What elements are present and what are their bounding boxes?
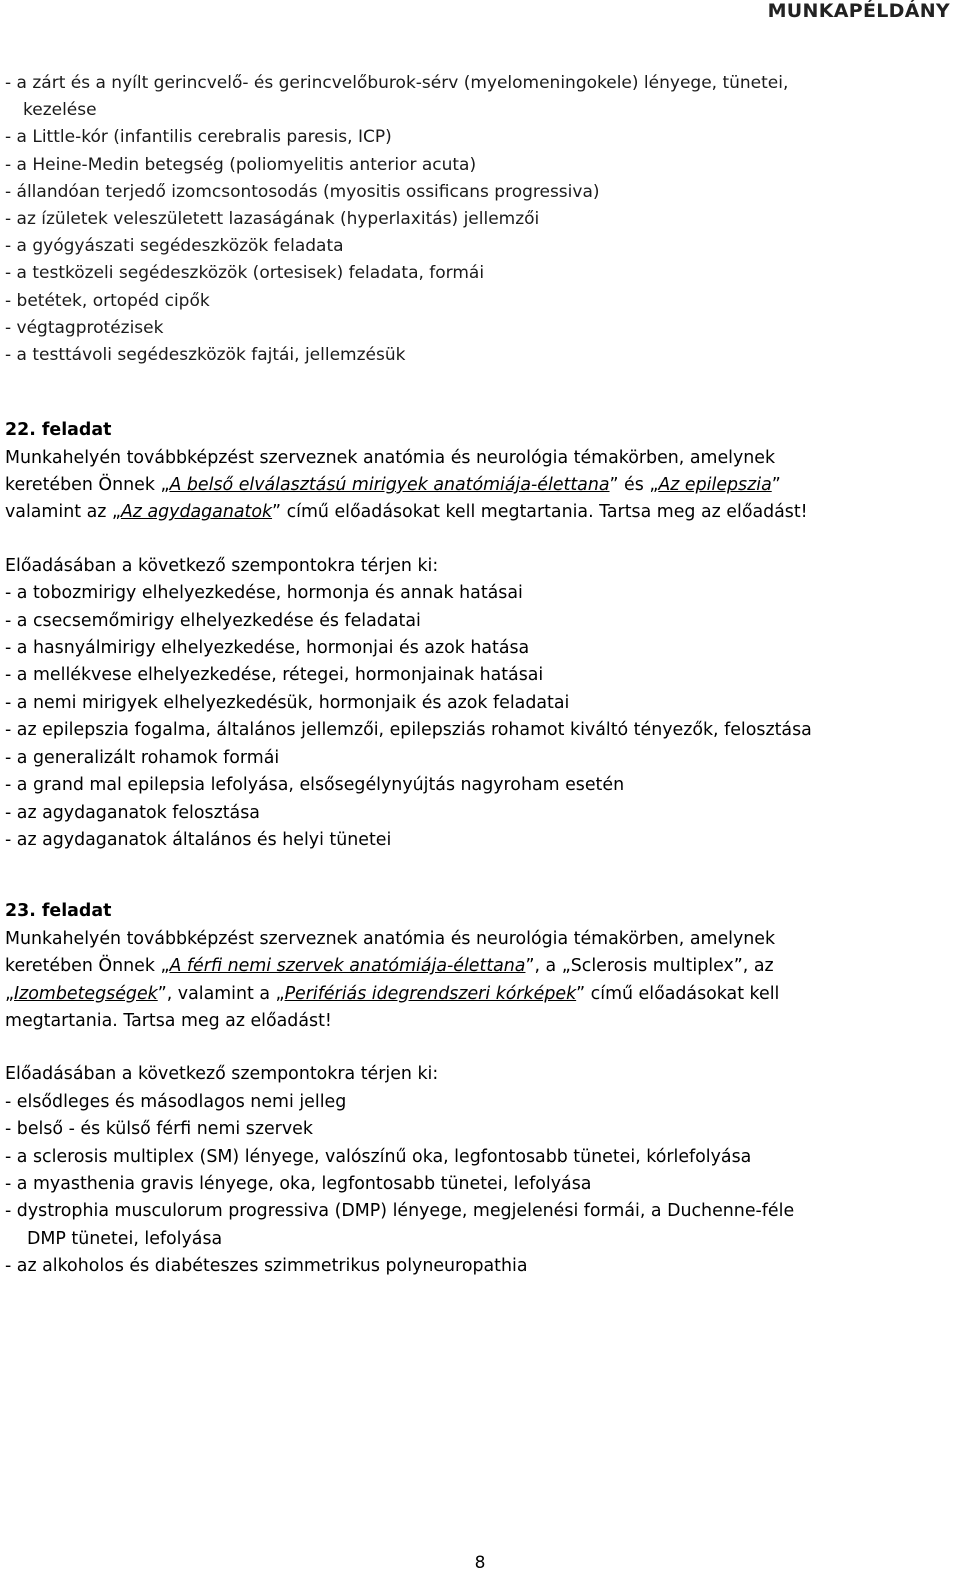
lecture-title: A belső elválasztású mirigyek anatómiája-élettana [169,475,610,496]
list-item: - a myasthenia gravis lényege, oka, legfontosabb tünetei, lefolyása [5,1173,592,1194]
list-item: - végtagprotézisek [5,317,164,338]
points-heading: Előadásában a következő szempontokra térjen ki: [5,555,439,576]
list-item-continuation: DMP tünetei, lefolyása [27,1228,223,1249]
list-item: - a gyógyászati segédeszközök feladata [5,236,344,257]
lecture-title: Az epilepszia [658,475,772,496]
document-body [5,70,955,1281]
intro-line [5,472,955,499]
list-item: - a nemi mirigyek elhelyezkedésük, hormonjaik és azok feladatai [5,692,570,713]
task-22-title: 22. feladat [5,420,112,441]
intro-text: ” és „ [609,475,659,496]
list-item-continuation: kezelése [23,100,97,121]
lecture-title: A férfi nemi szervek anatómiája-élettana [169,956,526,977]
task-22-points [5,580,955,854]
list-item: - a testtávoli segédeszközök fajtái, jellemzésük [5,345,406,366]
list-item: - az ízületek veleszületett lazaságának (hyperlaxitás) jellemzői [5,209,540,230]
lecture-title: Izombetegségek [14,983,158,1004]
points-heading: Előadásában a következő szempontokra térjen ki: [5,1064,439,1085]
lecture-title: Perifériás idegrendszeri kórképek [284,983,577,1004]
list-item: - a generalizált rohamok formái [5,747,280,768]
intro-text: ” [771,475,781,496]
intro-text: keretében Önnek „ [5,956,170,977]
list-item: - belső - és külső férfi nemi szervek [5,1119,313,1140]
task-23-intro [5,926,955,1036]
intro-text: keretében Önnek „ [5,475,170,496]
intro-line [5,981,955,1008]
list-item: - állandóan terjedő izomcsontosodás (myositis ossificans progressiva) [5,181,600,202]
topic-list-previous-task [5,70,955,369]
list-item: - betétek, ortopéd cipők [5,290,210,311]
list-item: - a grand mal epilepsia lefolyása, elsősegélynyújtás nagyroham esetén [5,775,625,796]
list-item: - elsődleges és másodlagos nemi jelleg [5,1091,347,1112]
list-item: - a hasnyálmirigy elhelyezkedése, hormonjai és azok hatása [5,638,530,659]
list-item: - az alkoholos és diabéteszes szimmetrikus polyneuropathia [5,1256,528,1277]
intro-line [5,953,955,980]
page-number: 8 [474,1553,486,1573]
task-22-section [5,417,955,854]
task-23-title: 23. feladat [5,901,112,922]
task-23-section [5,898,955,1280]
list-item: - a tobozmirigy elhelyezkedése, hormonja és annak hatásai [5,583,523,604]
list-item: - a csecsemőmirigy elhelyezkedése és feladatai [5,610,421,631]
list-item: - a Little-kór (infantilis cerebralis paresis, ICP) [5,127,392,148]
task-23-points [5,1089,955,1281]
list-item: - a zárt és a nyílt gerincvelő- és gerincvelőburok-sérv (myelomeningokele) lényege, tünetei, [5,73,789,93]
intro-line: Munkahelyén továbbképzést szerveznek anatómia és neurológia témakörben, amelynek [5,928,776,949]
intro-text: ” című előadásokat kell megtartania. Tartsa meg az előadást! [272,502,808,523]
list-item: - a sclerosis multiplex (SM) lényege, valószínű oka, legfontosabb tünetei, kórlefolyása [5,1146,752,1167]
list-item: - az agydaganatok általános és helyi tünetei [5,829,392,850]
intro-line: megtartania. Tartsa meg az előadást! [5,1010,332,1031]
list-item: - a mellékvese elhelyezkedése, rétegei, hormonjainak hatásai [5,665,544,686]
list-item: - dystrophia musculorum progressiva (DMP) lényege, megjelenési formái, a Duchenne-féle [5,1201,795,1222]
task-22-intro [5,445,955,527]
list-item: - az epilepszia fogalma, általános jellemzői, epilepsziás rohamot kiváltó tényezők, felosztása [5,720,812,741]
intro-line [5,499,955,526]
intro-text: ”, valamint a „ [157,983,285,1004]
list-item: - a testközeli segédeszközök (ortesisek) feladata, formái [5,263,485,284]
intro-text: ” című előadásokat kell [576,983,780,1004]
intro-text: „ [5,983,15,1004]
lecture-title: Az agydaganatok [120,502,273,523]
list-item: - az agydaganatok felosztása [5,802,260,823]
intro-text: valamint az „ [5,502,121,523]
intro-text: ”, a „Sclerosis multiplex”, az [525,956,774,977]
document-header-label: MUNKAPÉLDÁNY [767,0,950,22]
intro-line: Munkahelyén továbbképzést szerveznek anatómia és neurológia témakörben, amelynek [5,447,776,468]
list-item: - a Heine-Medin betegség (poliomyelitis anterior acuta) [5,154,477,175]
